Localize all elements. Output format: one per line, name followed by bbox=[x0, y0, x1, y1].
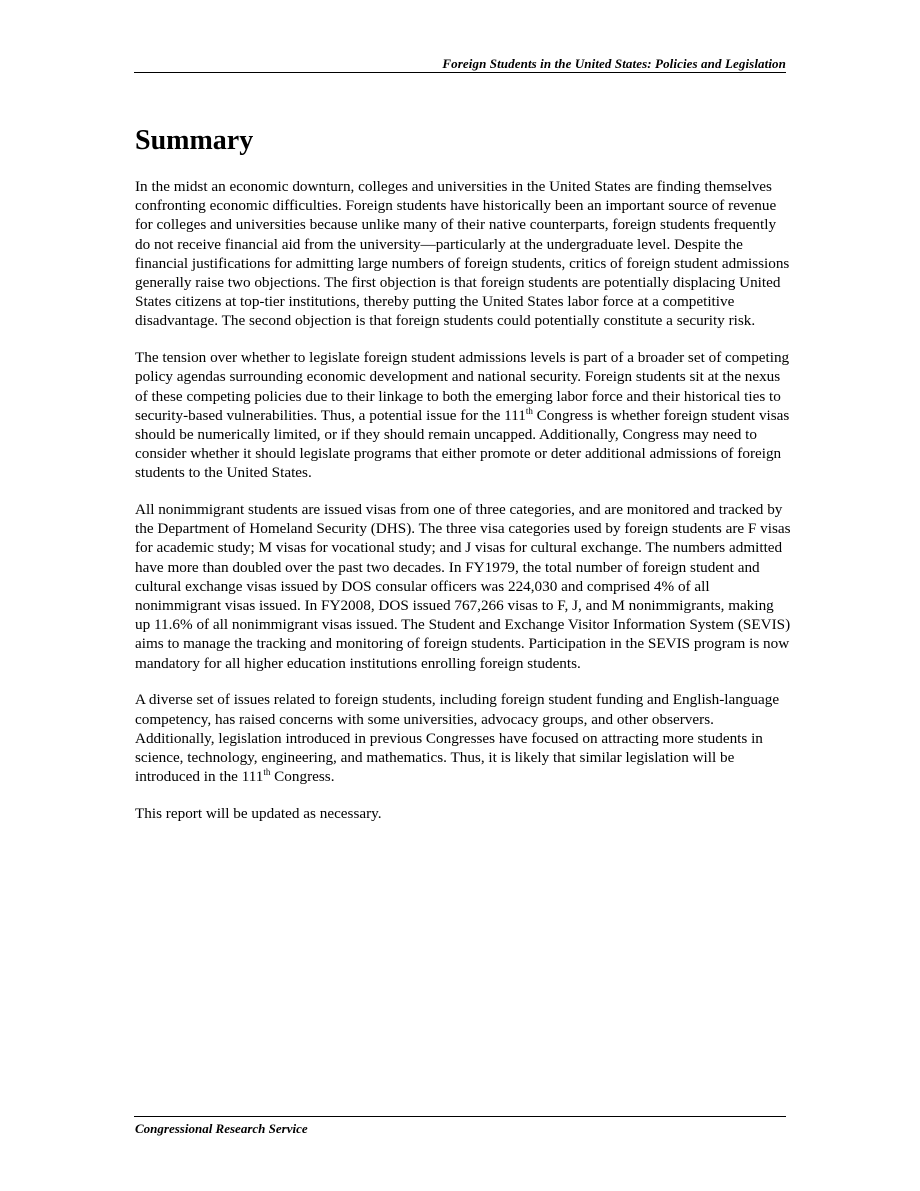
header-rule bbox=[134, 72, 786, 73]
paragraph-4-text-a: A diverse set of issues related to foreign students, including foreign student funding and English-language competency, has raised concerns with some universities, advocacy groups, and other observers. Additionally, legislation introduced in previous Congresses have focused on attracting more students in science, technology, engineering, and mathematics. Thus, it is likely that similar legislation will be introduced in the 111 bbox=[135, 691, 780, 786]
footer-source: Congressional Research Service bbox=[135, 1121, 308, 1136]
paragraph-5: This report will be updated as necessary. bbox=[135, 804, 382, 822]
running-header: Foreign Students in the United States: Policies and Legislation bbox=[442, 56, 786, 71]
paragraph-1: In the midst an economic downturn, colleges and universities in the United States are finding themselves confronting economic difficulties. Foreign students have historically been an important source of revenue for colleges and universities because unlike many of their native counterparts, foreign students frequently do not receive financial aid from the university—particularly at the undergraduate level. Despite the financial justifications for admitting large numbers of foreign students, critics of foreign student admissions generally raise two objections. The first objection is that foreign students are potentially displacing United States citizens at top-tier institutions, thereby putting the United States labor force at a competitive disadvantage. The second objection is that foreign students could potentially constitute a security risk. bbox=[135, 178, 790, 330]
paragraph-4 bbox=[135, 690, 791, 786]
summary-body bbox=[135, 177, 791, 841]
ordinal-suffix: th bbox=[263, 767, 271, 778]
page-title: Summary bbox=[135, 125, 254, 156]
paragraph-4-text-b: Congress. bbox=[270, 768, 335, 786]
footer-rule bbox=[134, 1116, 786, 1117]
ordinal-suffix: th bbox=[525, 405, 533, 416]
paragraph-3: All nonimmigrant students are issued visas from one of three categories, and are monitored and tracked by the Department of Homeland Security (DHS). The three visa categories used by foreign students are F visas for academic study; M visas for vocational study; and J visas for cultural exchange. The numbers admitted have more than doubled over the past two decades. In FY1979, the total number of foreign student and cultural exchange visas issued by DOS consular officers was 224,030 and comprised 4% of all nonimmigrant visas issued. In FY2008, DOS issued 767,266 visas to F, J, and M nonimmigrants, making up 11.6% of all nonimmigrant visas issued. The Student and Exchange Visitor Information System (SEVIS) aims to manage the tracking and monitoring of foreign students. Participation in the SEVIS program is now mandatory for all higher education institutions enrolling foreign students. bbox=[135, 501, 791, 672]
paragraph-2-text-b: Congress is whether foreign student visas should be numerically limited, or if they should remain uncapped. Additionally, Congress may need to consider whether it should legislate programs that either promote or deter additional admissions of foreign students to the United States. bbox=[135, 406, 790, 482]
paragraph-2 bbox=[135, 348, 791, 482]
paragraph-2-text-a: The tension over whether to legislate foreign student admissions levels is part of a broader set of competing policy agendas surrounding economic development and national security. Foreign students sit at the nexus of these competing policies due to their linkage to both the emerging labor force and their historical ties to security-based vulnerabilities. Thus, a potential issue for the 111 bbox=[135, 349, 790, 424]
